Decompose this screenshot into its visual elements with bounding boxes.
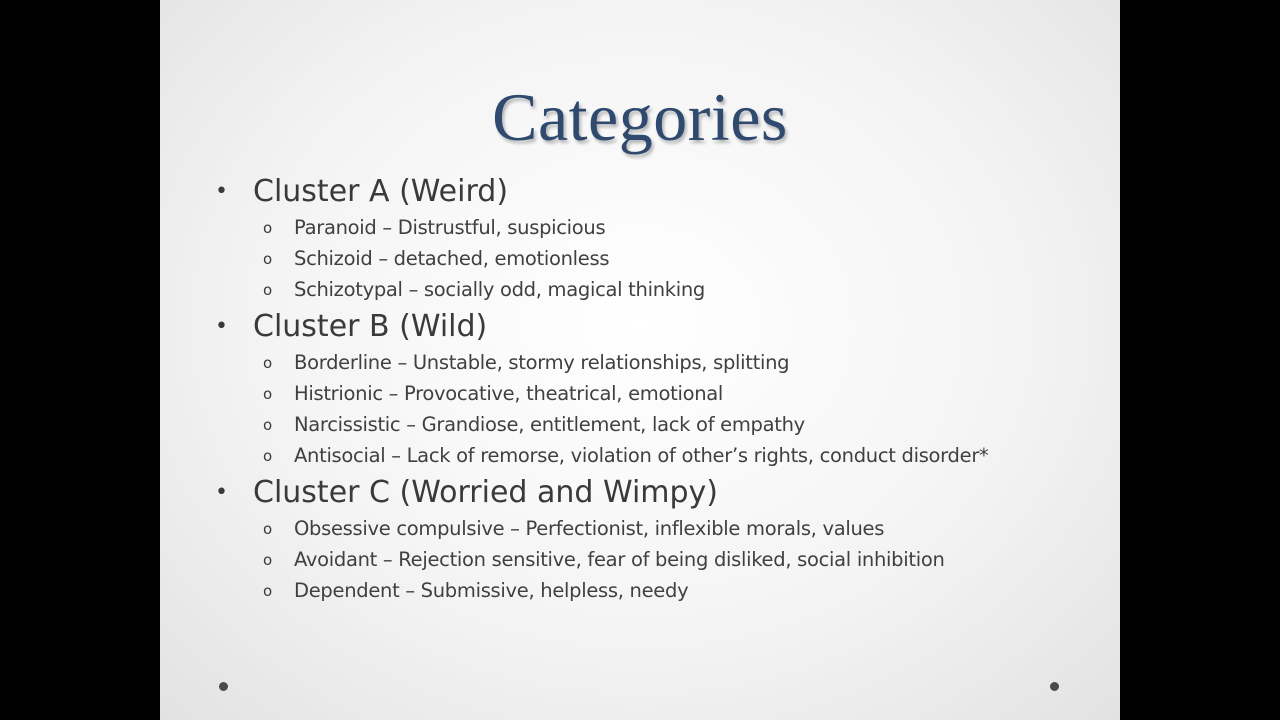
circle-bullet-icon: o <box>263 415 273 434</box>
circle-bullet-icon: o <box>263 384 273 403</box>
sub-list <box>263 347 1095 471</box>
circle-bullet-icon: o <box>263 218 273 237</box>
item-label: Paranoid – Distrustful, suspicious <box>294 216 606 239</box>
list-item <box>263 575 1095 606</box>
list-item <box>263 212 1095 243</box>
item-label: Obsessive compulsive – Perfectionist, inflexible morals, values <box>294 517 885 540</box>
list-item <box>263 409 1095 440</box>
bullet-icon: • <box>215 479 228 505</box>
item-label: Borderline – Unstable, stormy relationships, splitting <box>294 351 790 374</box>
cluster-heading <box>215 305 1095 347</box>
circle-bullet-icon: o <box>263 550 273 569</box>
cluster-b <box>215 305 1095 471</box>
item-label: Narcissistic – Grandiose, entitlement, lack of empathy <box>294 413 805 436</box>
item-label: Avoidant – Rejection sensitive, fear of being disliked, social inhibition <box>294 548 945 571</box>
list-item <box>263 274 1095 305</box>
item-label: Dependent – Submissive, helpless, needy <box>294 579 689 602</box>
sub-list <box>263 212 1095 305</box>
cluster-heading <box>215 471 1095 513</box>
cluster-a <box>215 170 1095 305</box>
bullet-content <box>215 170 1095 606</box>
corner-dot-icon <box>219 682 228 691</box>
item-label: Histrionic – Provocative, theatrical, emotional <box>294 382 724 405</box>
circle-bullet-icon: o <box>263 519 273 538</box>
list-item <box>263 544 1095 575</box>
list-item <box>263 440 1095 471</box>
circle-bullet-icon: o <box>263 353 273 372</box>
slide-title: Categories <box>492 79 788 155</box>
list-item <box>263 378 1095 409</box>
list-item <box>263 513 1095 544</box>
cluster-heading <box>215 170 1095 212</box>
circle-bullet-icon: o <box>263 249 273 268</box>
item-label: Schizoid – detached, emotionless <box>294 247 610 270</box>
sub-list <box>263 513 1095 606</box>
list-item <box>263 347 1095 378</box>
item-label: Antisocial – Lack of remorse, violation of other’s rights, conduct disorder* <box>294 444 989 467</box>
circle-bullet-icon: o <box>263 581 273 600</box>
bullet-icon: • <box>215 313 228 339</box>
cluster-c <box>215 471 1095 606</box>
circle-bullet-icon: o <box>263 446 273 465</box>
cluster-label: Cluster B (Wild) <box>253 308 488 344</box>
item-label: Schizotypal – socially odd, magical thinking <box>294 278 706 301</box>
slide <box>160 0 1120 720</box>
cluster-label: Cluster A (Weird) <box>253 173 509 209</box>
bullet-icon: • <box>215 178 228 204</box>
list-item <box>263 243 1095 274</box>
corner-dot-icon <box>1050 682 1059 691</box>
cluster-label: Cluster C (Worried and Wimpy) <box>253 474 719 510</box>
circle-bullet-icon: o <box>263 280 273 299</box>
